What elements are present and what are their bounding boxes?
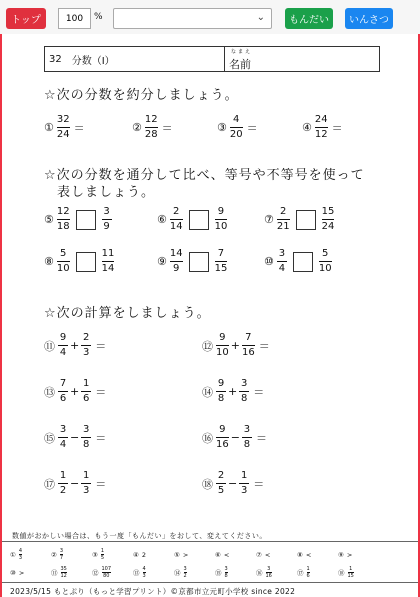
fraction-bar xyxy=(277,219,290,220)
section2-heading: ☆次の分数を通分して比べ、等号や不等号を使って xyxy=(44,168,365,183)
calc-problem xyxy=(202,424,267,451)
fraction-bar xyxy=(216,391,226,392)
answer-item xyxy=(133,566,174,579)
fraction xyxy=(81,424,91,451)
numerator: 2 xyxy=(280,206,287,217)
answer-item xyxy=(92,566,133,579)
answer-item xyxy=(215,566,256,579)
fraction-bar xyxy=(216,483,226,484)
denominator: 3 xyxy=(241,485,248,496)
fraction xyxy=(58,424,68,451)
numerator: 1 xyxy=(241,470,248,481)
numerator: 12 xyxy=(56,206,70,217)
problem-number: ⑫ xyxy=(202,339,213,353)
problem-number: ⑤ xyxy=(44,213,54,226)
fraction xyxy=(216,332,229,359)
fraction-bar xyxy=(239,391,249,392)
fraction xyxy=(57,206,70,233)
denominator: 2 xyxy=(183,573,187,579)
numerator: 3 xyxy=(103,206,110,217)
equals-sign: ＝ xyxy=(253,477,265,491)
problem-number: ⑮ xyxy=(44,431,55,445)
fraction-bar xyxy=(81,483,91,484)
denominator: 6 xyxy=(306,573,310,579)
answer-item xyxy=(297,548,338,561)
fraction-bar xyxy=(57,261,70,262)
denominator: 24 xyxy=(56,129,70,140)
numerator: 5 xyxy=(60,248,67,259)
denominator: 4 xyxy=(59,347,67,358)
fraction xyxy=(58,470,68,497)
numerator: 4 xyxy=(142,566,146,572)
name-ruby: なまえ xyxy=(231,49,253,55)
fraction-bar xyxy=(215,261,228,262)
answer-value: < xyxy=(305,550,312,559)
answer-number: ⑤ xyxy=(174,550,180,559)
fraction xyxy=(57,248,70,275)
denominator: 8 xyxy=(83,439,90,450)
fraction-bar xyxy=(57,127,70,128)
zoom-unit: % xyxy=(94,12,103,22)
fraction xyxy=(322,206,335,233)
sheet-number: 32 xyxy=(49,53,62,65)
answer-number: ② xyxy=(51,550,57,559)
equals-sign: ＝ xyxy=(246,121,258,135)
answer-number: ⑱ xyxy=(338,569,345,577)
equals-sign: ＝ xyxy=(95,385,107,399)
denominator: 3 xyxy=(18,555,23,561)
answer-item xyxy=(133,548,174,561)
answer-item xyxy=(256,548,297,561)
numerator: 14 xyxy=(169,248,183,259)
problem-number: ② xyxy=(132,121,142,134)
calc-problem xyxy=(44,470,106,497)
new-problem-button[interactable]: もんだい xyxy=(285,8,333,29)
denominator: 16 xyxy=(265,573,272,579)
fraction xyxy=(239,378,249,405)
fraction-bar xyxy=(81,345,91,346)
fraction xyxy=(81,470,91,497)
answer-item xyxy=(297,566,338,579)
denominator: 10 xyxy=(56,263,70,274)
numerator: 2 xyxy=(217,470,225,481)
answer-value: > xyxy=(18,568,25,577)
answer-box[interactable] xyxy=(296,210,316,230)
answer-item xyxy=(215,548,256,561)
fraction-bar xyxy=(58,483,68,484)
fraction-bar xyxy=(58,391,68,392)
denominator: 4 xyxy=(59,439,67,450)
denominator: 3 xyxy=(83,485,90,496)
denominator: 3 xyxy=(142,573,146,579)
numerator: 3 xyxy=(241,378,248,389)
numerator: 7 xyxy=(245,332,252,343)
problem-number: ① xyxy=(44,121,54,134)
numerator: 24 xyxy=(314,114,328,125)
fraction-bar xyxy=(319,261,332,262)
fraction xyxy=(170,206,183,233)
fraction xyxy=(81,332,91,359)
answer-fraction xyxy=(60,548,63,561)
numerator: 35 xyxy=(60,566,67,572)
reduce-problem xyxy=(132,114,173,141)
operator: + xyxy=(230,339,240,352)
denominator: 8 xyxy=(243,439,251,450)
answer-number: ⑩ xyxy=(10,568,16,577)
operator: + xyxy=(70,339,80,352)
compare-problem xyxy=(264,206,334,233)
fraction xyxy=(58,378,68,405)
compare-problem xyxy=(44,206,112,233)
compare-problem xyxy=(157,206,227,233)
fraction xyxy=(216,470,226,497)
answer-item xyxy=(338,548,379,561)
denominator: 9 xyxy=(103,221,110,232)
answer-value: < xyxy=(223,550,230,559)
numerator: 32 xyxy=(56,114,70,125)
fraction xyxy=(242,332,255,359)
problem-number: ⑯ xyxy=(202,431,213,445)
denominator: 5 xyxy=(100,555,105,561)
answer-box[interactable] xyxy=(189,252,209,272)
fraction xyxy=(315,114,328,141)
answer-item xyxy=(174,548,215,561)
numerator: 9 xyxy=(59,332,67,343)
answer-fraction xyxy=(61,566,67,579)
equals-sign: ＝ xyxy=(95,477,107,491)
fraction-bar xyxy=(216,345,229,346)
answer-number: ⑦ xyxy=(256,550,262,559)
fraction-bar xyxy=(102,219,112,220)
answer-item xyxy=(256,566,297,579)
fraction-bar xyxy=(315,127,328,128)
fraction xyxy=(242,424,252,451)
denominator: 80 xyxy=(103,573,110,579)
fraction xyxy=(277,248,287,275)
problem-number: ⑪ xyxy=(44,339,55,353)
numerator: 4 xyxy=(18,548,23,554)
answer-number: ⑨ xyxy=(338,550,344,559)
problem-number: ⑨ xyxy=(157,255,167,268)
equals-sign: ＝ xyxy=(258,339,270,353)
numerator: 3 xyxy=(83,424,90,435)
numerator: 1 xyxy=(83,470,90,481)
compare-problem xyxy=(264,248,332,275)
problem-number: ⑦ xyxy=(264,213,274,226)
answer-number: ⑧ xyxy=(297,550,303,559)
numerator: 3 xyxy=(59,548,64,554)
fraction-bar xyxy=(102,261,115,262)
answer-item xyxy=(51,566,92,579)
fraction-bar xyxy=(170,261,183,262)
operator: − xyxy=(70,477,80,490)
numerator: 5 xyxy=(322,248,329,259)
answer-item xyxy=(51,548,92,561)
numerator: 9 xyxy=(217,206,225,217)
fraction-bar xyxy=(81,391,91,392)
numerator: 9 xyxy=(217,378,225,389)
chevron-down-icon: ⌄ xyxy=(256,12,265,23)
name-label: 名前 xyxy=(229,58,251,71)
calc-problem xyxy=(44,378,106,405)
numerator: 1 xyxy=(306,566,310,572)
answer-fraction xyxy=(225,566,228,579)
problem-number: ⑬ xyxy=(44,385,55,399)
numerator: 7 xyxy=(217,248,225,259)
denominator: 10 xyxy=(216,347,229,358)
reduce-problem xyxy=(44,114,85,141)
operator: − xyxy=(228,477,238,490)
answer-value: > xyxy=(182,550,189,559)
fraction xyxy=(216,424,229,451)
denominator: 14 xyxy=(169,221,183,232)
numerator: 3 xyxy=(224,566,228,572)
denominator: 16 xyxy=(241,347,255,358)
fraction-bar xyxy=(277,261,287,262)
numerator: 107 xyxy=(101,566,112,572)
fraction-bar xyxy=(215,219,228,220)
denominator: 16 xyxy=(216,439,229,450)
denominator: 8 xyxy=(224,573,228,579)
calc-problem xyxy=(202,470,264,497)
answer-number: ⑯ xyxy=(256,569,263,577)
answer-box[interactable] xyxy=(76,252,96,272)
denominator: 9 xyxy=(173,263,180,274)
denominator: 3 xyxy=(83,347,90,358)
numerator: 9 xyxy=(219,424,226,435)
denominator: 4 xyxy=(278,263,286,274)
reduce-problem xyxy=(217,114,258,141)
fraction-bar xyxy=(242,345,255,346)
answer-value: 2 xyxy=(141,550,146,559)
answer-strip xyxy=(2,541,418,583)
numerator: 15 xyxy=(321,206,335,217)
answer-item xyxy=(338,566,379,579)
fraction-bar xyxy=(239,483,249,484)
answer-fraction xyxy=(19,548,22,561)
fraction xyxy=(215,248,228,275)
denominator: 8 xyxy=(241,393,248,404)
section2-heading-line2: 表しましょう。 xyxy=(57,185,156,200)
fraction xyxy=(319,248,332,275)
denominator: 15 xyxy=(347,573,354,579)
problem-number: ⑩ xyxy=(264,255,274,268)
answer-number: ① xyxy=(10,550,16,559)
fraction-bar xyxy=(145,127,158,128)
numerator: 9 xyxy=(219,332,226,343)
fraction xyxy=(216,378,226,405)
answer-number: ③ xyxy=(92,550,98,559)
calc-problem xyxy=(202,378,264,405)
denominator: 2 xyxy=(59,485,67,496)
problem-number: ⑧ xyxy=(44,255,54,268)
numerator: 1 xyxy=(100,548,105,554)
denominator: 10 xyxy=(214,221,228,232)
equals-sign: ＝ xyxy=(95,431,107,445)
calc-problem xyxy=(44,424,106,451)
answer-number: ⑪ xyxy=(51,569,58,577)
denominator: 12 xyxy=(314,129,328,140)
problem-select[interactable] xyxy=(113,8,272,29)
numerator: 4 xyxy=(233,114,240,125)
numerator: 12 xyxy=(144,114,158,125)
reduce-problem xyxy=(302,114,343,141)
answer-fraction xyxy=(348,566,354,579)
problem-number: ⑱ xyxy=(202,477,213,491)
answer-fraction xyxy=(266,566,272,579)
sheet-title: 分数（Ⅰ） xyxy=(71,55,115,67)
fraction xyxy=(239,470,249,497)
top-button[interactable]: トップ xyxy=(6,8,46,29)
denominator: 28 xyxy=(144,129,158,140)
denominator: 6 xyxy=(59,393,67,404)
fraction xyxy=(102,248,115,275)
calc-problem xyxy=(44,332,106,359)
answer-item xyxy=(174,566,215,579)
numerator: 3 xyxy=(243,424,251,435)
fraction-bar xyxy=(58,345,68,346)
answer-number: ④ xyxy=(133,550,139,559)
answer-box[interactable] xyxy=(189,210,209,230)
answer-number: ⑥ xyxy=(215,550,221,559)
numerator: 2 xyxy=(173,206,180,217)
notice-text: 数値がおかしい場合は、もう一度「もんだい」をおして、変えてください。 xyxy=(12,532,267,540)
answer-item xyxy=(92,548,133,561)
numerator: 7 xyxy=(59,378,67,389)
fraction xyxy=(170,248,183,275)
fraction xyxy=(58,332,68,359)
compare-problem xyxy=(44,248,114,275)
denominator: 8 xyxy=(217,393,225,404)
numerator: 1 xyxy=(349,566,353,572)
answer-number: ⑰ xyxy=(297,569,304,577)
problem-number: ③ xyxy=(217,121,227,134)
answer-number: ⑮ xyxy=(215,569,222,577)
numerator: 1 xyxy=(83,378,90,389)
fraction-bar xyxy=(322,219,335,220)
operator: + xyxy=(70,385,80,398)
answer-number: ⑬ xyxy=(133,569,140,577)
numerator: 3 xyxy=(278,248,286,259)
fraction-bar xyxy=(230,127,243,128)
operator: − xyxy=(70,431,80,444)
answer-number: ⑭ xyxy=(174,569,181,577)
answer-number: ⑫ xyxy=(92,569,99,577)
numerator: 11 xyxy=(101,248,115,259)
equals-sign: ＝ xyxy=(255,431,267,445)
answer-fraction xyxy=(101,548,104,561)
denominator: 10 xyxy=(318,263,332,274)
compare-problem xyxy=(157,248,227,275)
fraction-bar xyxy=(57,219,70,220)
answer-fraction xyxy=(307,566,310,579)
answer-fraction xyxy=(143,566,146,579)
problem-number: ④ xyxy=(302,121,312,134)
denominator: 24 xyxy=(321,221,335,232)
fraction-bar xyxy=(58,437,68,438)
answer-value: < xyxy=(264,550,271,559)
fraction-bar xyxy=(216,437,229,438)
problem-number: ⑥ xyxy=(157,213,167,226)
fraction xyxy=(102,206,112,233)
fraction-bar xyxy=(170,219,183,220)
answer-fraction xyxy=(102,566,112,579)
equals-sign: ＝ xyxy=(73,121,85,135)
numerator: 2 xyxy=(83,332,90,343)
answer-fraction xyxy=(184,566,187,579)
denominator: 21 xyxy=(276,221,290,232)
fraction xyxy=(145,114,158,141)
fraction xyxy=(215,206,228,233)
answer-item xyxy=(10,566,51,579)
numerator: 1 xyxy=(59,470,67,481)
problem-number: ⑰ xyxy=(44,477,55,491)
equals-sign: ＝ xyxy=(253,385,265,399)
equals-sign: ＝ xyxy=(95,339,107,353)
operator: + xyxy=(228,385,238,398)
answer-box[interactable] xyxy=(76,210,96,230)
denominator: 20 xyxy=(229,129,243,140)
footer: 2023/5/15 もとぷり（もっと学習プリント）©京都市立元町小学校 since 2022 xyxy=(10,587,296,596)
denominator: 6 xyxy=(83,393,90,404)
fraction xyxy=(57,114,70,141)
denominator: 7 xyxy=(59,555,64,561)
section3-heading: ☆次の計算をしましょう。 xyxy=(44,306,211,321)
fraction xyxy=(277,206,290,233)
answer-item xyxy=(10,548,51,561)
section1-heading: ☆次の分数を約分しましょう。 xyxy=(44,88,239,103)
problem-number: ⑭ xyxy=(202,385,213,399)
denominator: 5 xyxy=(217,485,225,496)
fraction xyxy=(230,114,243,141)
equals-sign: ＝ xyxy=(161,121,173,135)
numerator: 3 xyxy=(183,566,187,572)
answer-value: > xyxy=(346,550,353,559)
worksheet-header xyxy=(44,46,380,72)
toolbar xyxy=(0,0,420,34)
denominator: 12 xyxy=(60,573,67,579)
print-button[interactable]: いんさつ xyxy=(345,8,393,29)
equals-sign: ＝ xyxy=(331,121,343,135)
fraction-bar xyxy=(242,437,252,438)
zoom-input[interactable] xyxy=(58,8,91,29)
denominator: 14 xyxy=(101,263,115,274)
operator: − xyxy=(230,431,240,444)
fraction xyxy=(81,378,91,405)
worksheet xyxy=(0,34,420,597)
answer-box[interactable] xyxy=(293,252,313,272)
calc-problem xyxy=(202,332,270,359)
numerator: 3 xyxy=(267,566,271,572)
numerator: 3 xyxy=(59,424,67,435)
denominator: 18 xyxy=(56,221,70,232)
denominator: 15 xyxy=(214,263,228,274)
fraction-bar xyxy=(81,437,91,438)
